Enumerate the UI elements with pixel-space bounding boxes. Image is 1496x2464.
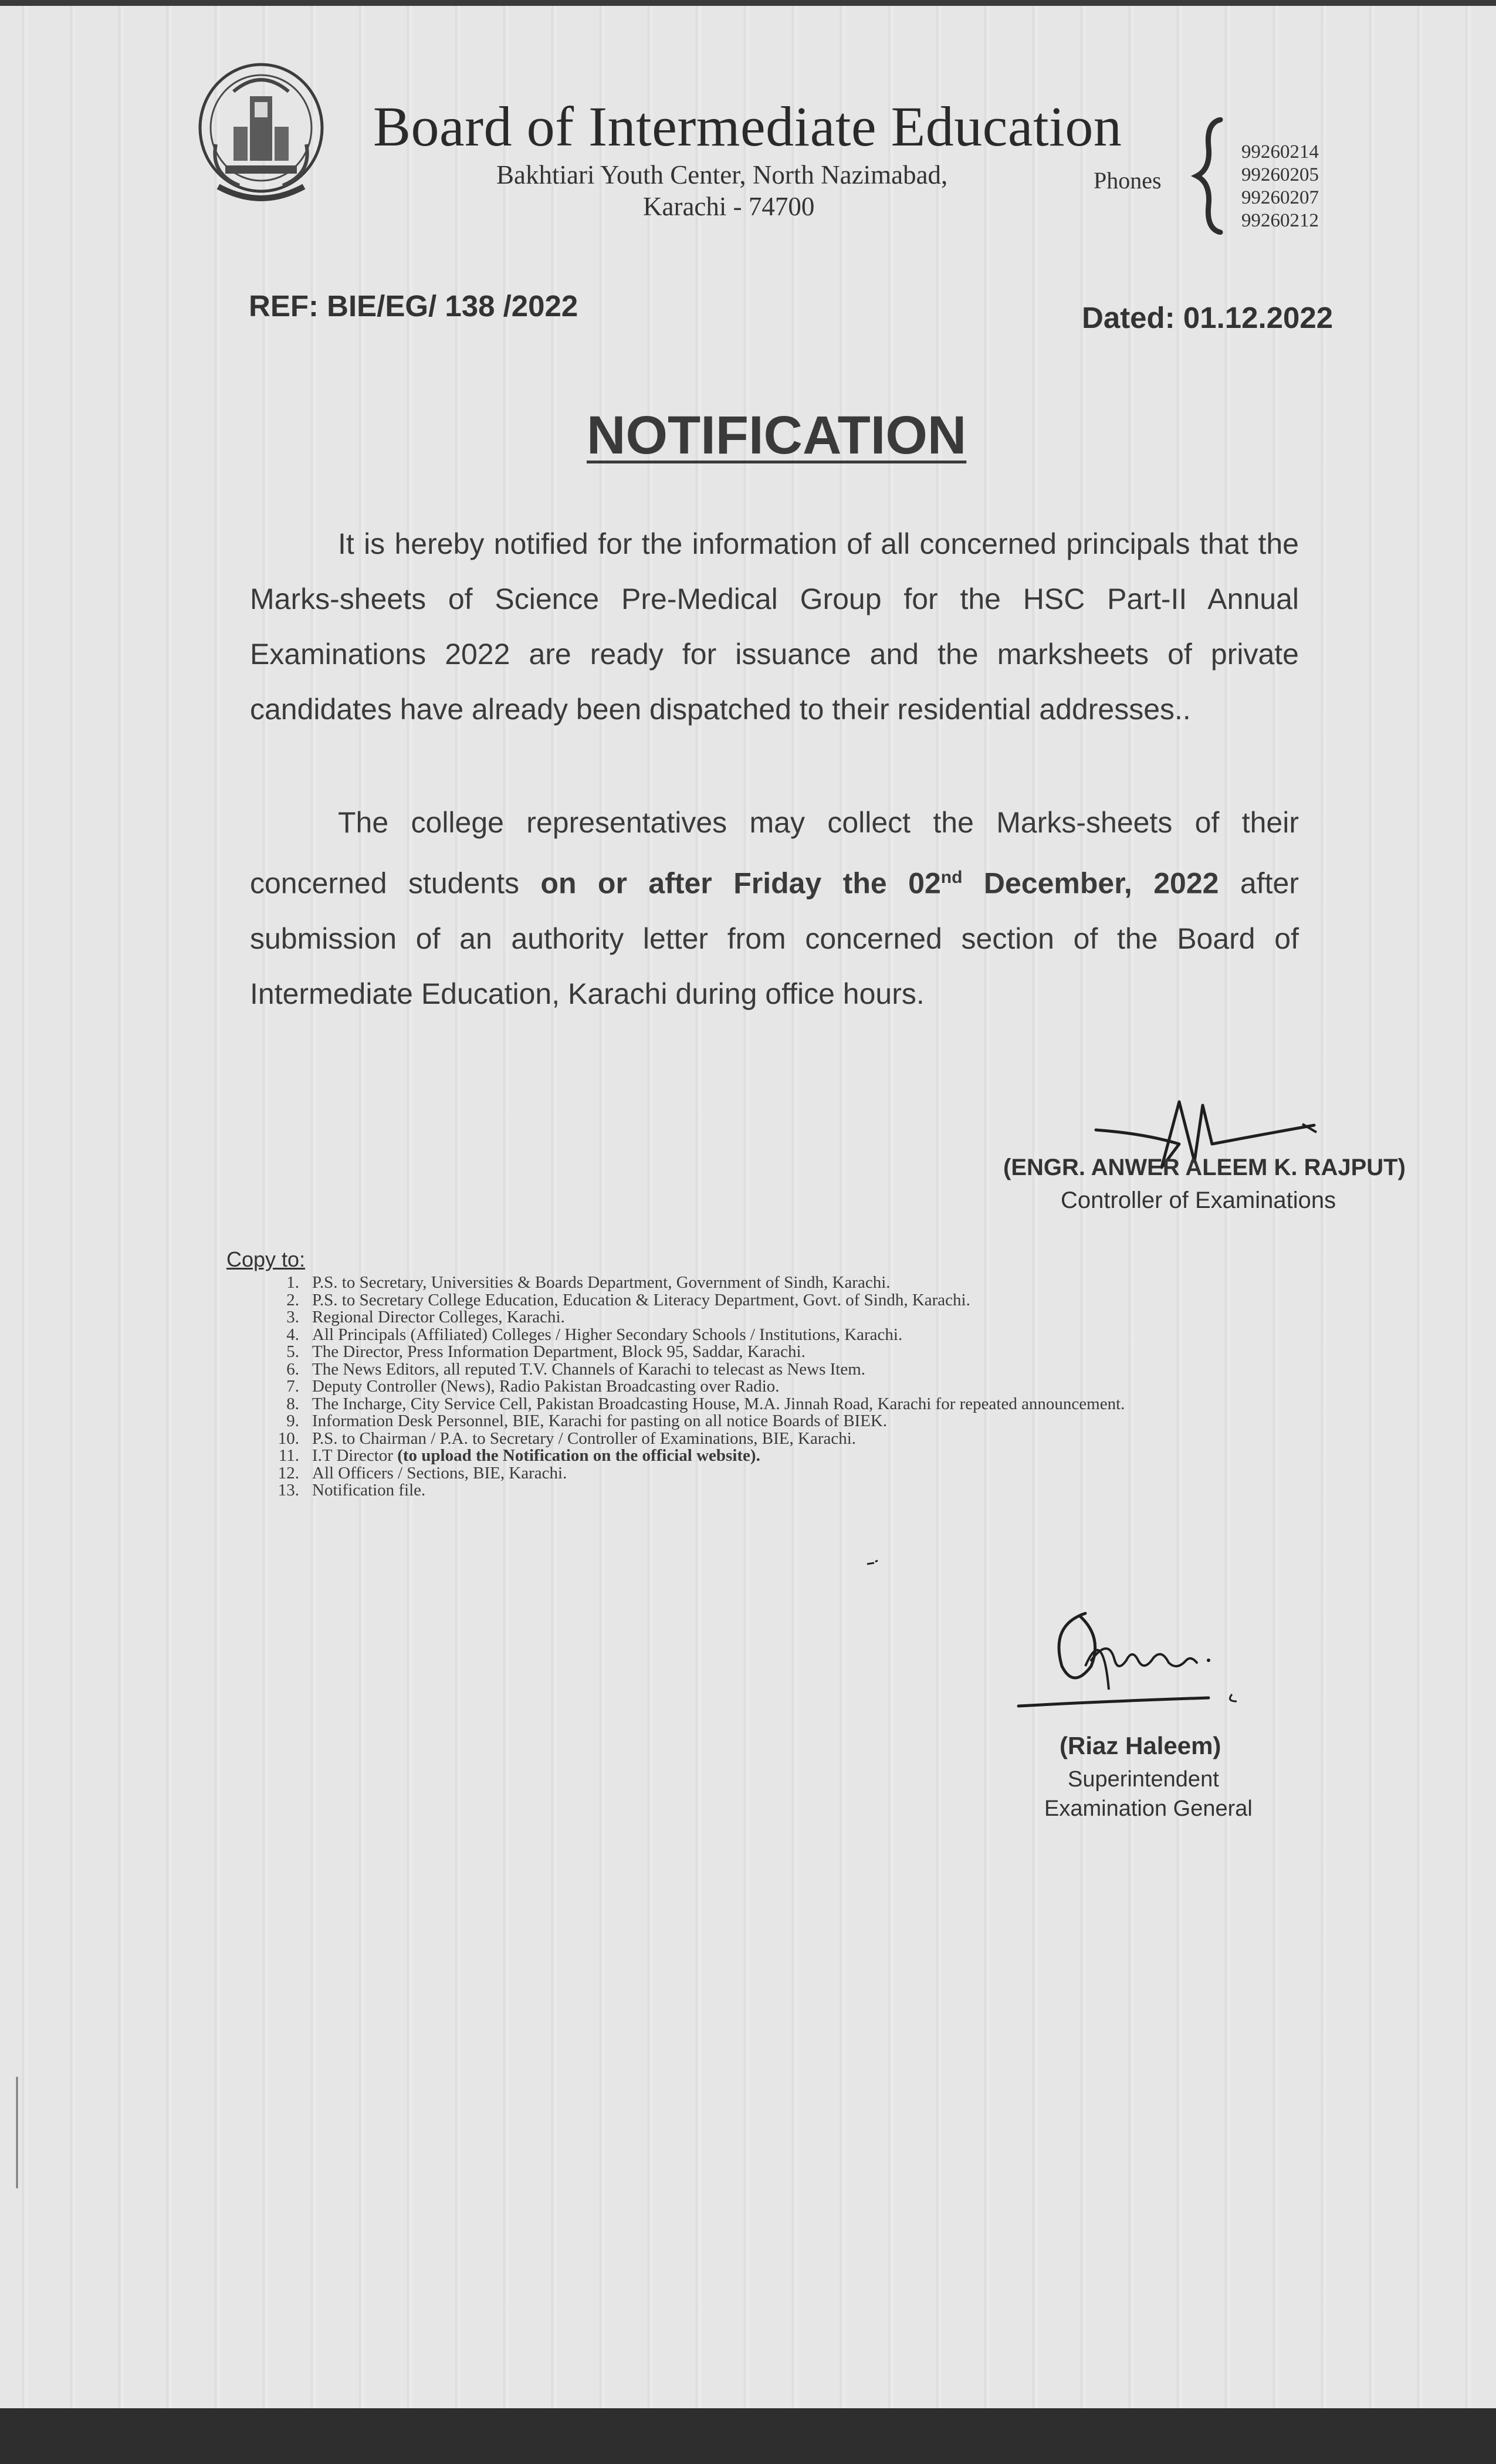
list-item <box>264 1343 1320 1361</box>
item-number: 12. <box>277 1463 299 1483</box>
paragraph-2-text-end: after submission of an authority letter from concerned section of the Board of Intermediate Education, Karachi during office hours. <box>250 867 1299 1010</box>
item-number: 5. <box>286 1342 299 1361</box>
item-number: 4. <box>286 1325 299 1344</box>
list-item <box>264 1413 1320 1430</box>
phone-number: 99260214 <box>1241 141 1319 163</box>
paragraph-1: It is hereby notified for the information of all concerned principals that the Marks-sheets of Science Pre-Medical Group for the HSC Part-II Annual Examinations 2022 are ready for issuance and the marksheets of private candidates have already been dispatched to their residential addresses.. <box>250 527 1299 726</box>
paragraph-2-superscript: nd <box>940 868 963 887</box>
address-line-2: Karachi - 74700 <box>643 192 815 221</box>
list-item <box>264 1430 1320 1448</box>
copy-to-label: Copy to: <box>226 1247 306 1271</box>
list-item <box>264 1465 1320 1483</box>
scan-margin-mark <box>15 2077 19 2188</box>
item-text: Information Desk Personnel, BIE, Karachi for pasting on all notice Boards of BIEK. <box>312 1412 888 1430</box>
reference-number: REF: BIE/EG/ 138 /2022 <box>249 289 578 323</box>
item-number: 6. <box>286 1359 299 1379</box>
document-date: Dated: 01.12.2022 <box>1082 301 1333 334</box>
list-item <box>264 1396 1320 1413</box>
item-text-plain: I.T Director <box>312 1446 393 1465</box>
item-text: Deputy Controller (News), Radio Pakistan Broadcasting over Radio. <box>312 1377 780 1396</box>
organization-name: Board of Intermediate Education <box>373 95 1122 158</box>
item-number: 7. <box>286 1377 299 1396</box>
item-text: The Director, Press Information Department, Block 95, Saddar, Karachi. <box>312 1342 805 1361</box>
phones-label: Phones <box>1094 167 1162 194</box>
controller-title: Controller of Examinations <box>1061 1187 1336 1213</box>
item-number: 13. <box>277 1481 299 1500</box>
item-number: 8. <box>286 1394 299 1413</box>
list-item <box>264 1482 1320 1500</box>
item-text: Regional Director Colleges, Karachi. <box>312 1308 565 1326</box>
list-item <box>264 1378 1320 1396</box>
list-item <box>264 1447 1320 1465</box>
brace-icon <box>1185 117 1232 235</box>
item-text-bold: (to upload the Notification on the official website). <box>397 1446 760 1465</box>
list-item <box>264 1361 1320 1379</box>
item-number: 11. <box>278 1446 299 1465</box>
item-text: All Officers / Sections, BIE, Karachi. <box>312 1463 567 1483</box>
item-text: Notification file. <box>312 1481 426 1500</box>
item-text: P.S. to Secretary, Universities & Boards Department, Government of Sindh, Karachi. <box>312 1273 891 1292</box>
board-crest-icon <box>192 56 330 209</box>
phone-number: 99260205 <box>1241 164 1319 185</box>
item-number: 3. <box>286 1308 299 1326</box>
list-item <box>264 1274 1320 1292</box>
copy-to-list <box>264 1274 1320 1500</box>
notification-title: NOTIFICATION <box>587 405 967 465</box>
list-item <box>264 1326 1320 1344</box>
phone-list <box>1241 141 1319 232</box>
paragraph-2-text: The college representatives may collect the Marks-sheets of their concerned students <box>250 806 1299 900</box>
phone-number: 99260212 <box>1241 210 1319 231</box>
superintendent-signature <box>1015 1602 1273 1748</box>
item-number: 2. <box>286 1290 299 1309</box>
ink-speck <box>866 1559 880 1566</box>
item-number: 9. <box>286 1412 299 1430</box>
item-text: All Principals (Affiliated) Colleges / Higher Secondary Schools / Institutions, Karachi. <box>312 1325 903 1344</box>
item-number: 1. <box>286 1273 299 1292</box>
list-item <box>264 1309 1320 1326</box>
phone-number: 99260207 <box>1241 187 1319 208</box>
scan-edge <box>0 0 1496 6</box>
address-line-1: Bakhtiari Youth Center, North Nazimabad, <box>496 160 948 189</box>
superintendent-department: Examination General <box>1044 1796 1253 1821</box>
paragraph-2-bold-date: December, 2022 <box>962 867 1219 900</box>
item-text: P.S. to Chairman / P.A. to Secretary / Controller of Examinations, BIE, Karachi. <box>312 1429 857 1448</box>
item-text: The Incharge, City Service Cell, Pakistan Broadcasting House, M.A. Jinnah Road, Karachi for repeated announcement. <box>312 1394 1125 1413</box>
item-text: The News Editors, all reputed T.V. Channels of Karachi to telecast as News Item. <box>312 1359 866 1379</box>
controller-name: (ENGR. ANWER ALEEM K. RAJPUT) <box>1003 1155 1406 1180</box>
paragraph-2-bold: on or after Friday the 02 <box>540 867 941 900</box>
paragraph-2 <box>250 795 1299 1021</box>
item-text: P.S. to Secretary College Education, Education & Literacy Department, Govt. of Sindh, Karachi. <box>312 1290 970 1309</box>
superintendent-name: (Riaz Haleem) <box>1060 1732 1221 1759</box>
item-text <box>312 1447 760 1465</box>
superintendent-title: Superintendent <box>1068 1767 1219 1792</box>
item-number: 10. <box>277 1429 299 1448</box>
list-item <box>264 1292 1320 1309</box>
